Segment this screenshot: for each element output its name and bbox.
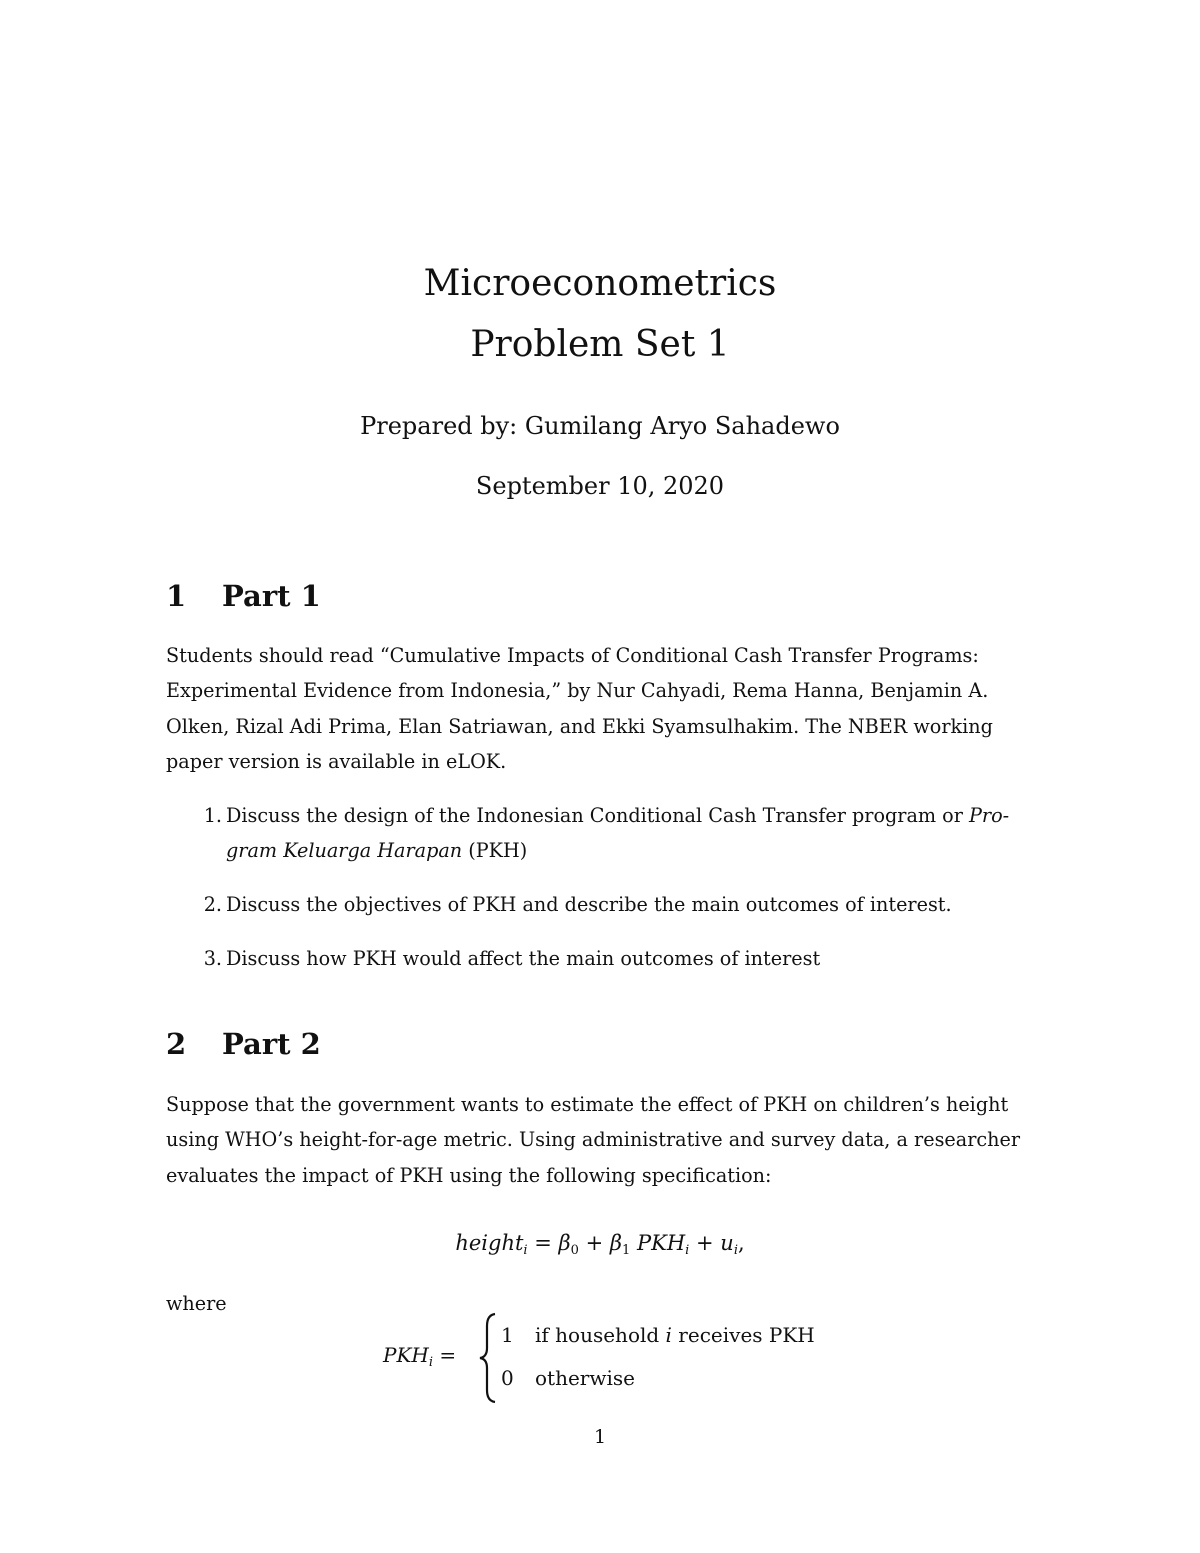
section-2-heading [166,1026,321,1062]
equation-variable: PKH [637,1231,686,1255]
equation-subscript: i [685,1243,690,1258]
definition-lhs [383,1343,456,1370]
equation-subscript: i [733,1243,738,1258]
equation-beta: β [609,1231,623,1255]
list-item-text: Discuss how PKH would affect the main outcomes of interest [226,947,821,970]
equation-error-term: u [720,1231,734,1255]
section-number: 1 [166,579,187,613]
paragraph-line: evaluates the impact of PKH using the following specification: [166,1163,772,1187]
equation-comma: , [737,1231,745,1255]
equation-subscript: 0 [570,1243,579,1258]
case-value: 1 [501,1323,514,1347]
paragraph-line: Olken, Rizal Adi Prima, Elan Satriawan, and Ekki Syamsulhakim. The NBER working [166,714,993,738]
section-2-paragraph [166,1087,1034,1193]
equation-subscript: i [523,1243,528,1258]
equation-subscript: 1 [622,1243,631,1258]
equation-lhs: height [455,1231,524,1255]
date-line: September 10, 2020 [475,472,725,500]
definition-equals: = [439,1343,457,1367]
equation-equals: = [527,1231,559,1255]
case-text: receives PKH [671,1323,815,1347]
definition-subscript: i [428,1355,434,1370]
where-label: where [166,1292,227,1315]
list-item-text [226,798,1034,869]
list-item-italic-part: gram Keluarga Harapan [226,839,463,863]
equation-plus: + [578,1231,610,1255]
list-item-number: 3. [203,947,222,970]
equation-plus: + [689,1231,721,1255]
section-number: 2 [166,1027,187,1061]
case-text: if household [535,1323,666,1347]
definition-case-1 [501,1323,815,1347]
pkh-definition [383,1312,843,1404]
list-item-text-part: (PKH) [462,839,528,863]
regression-equation [0,1228,1200,1266]
list-item-italic-part: Pro- [969,804,1010,827]
list-item-number: 1. [203,804,222,827]
paragraph-line: using WHO’s height-for-age metric. Using administrative and survey data, a researcher [166,1128,1021,1152]
equation-beta: β [558,1231,571,1255]
case-value: 0 [501,1366,514,1390]
definition-variable: PKH [383,1343,429,1367]
definition-case-2 [501,1366,635,1390]
paragraph-line: Students should read “Cumulative Impacts of Conditional Cash Transfer Programs: [166,644,979,667]
document-subtitle: Problem Set 1 [470,324,730,365]
list-item-number: 2. [203,893,222,916]
document-title: Microeconometrics [423,263,777,304]
paragraph-line: Experimental Evidence from Indonesia,” by Nur Cahyadi, Rema Hanna, Benjamin A. [166,679,989,703]
author-line: Prepared by: Gumilang Aryo Sahadewo [360,412,840,440]
paragraph-line: Suppose that the government wants to estimate the effect of PKH on children’s height [166,1093,1009,1116]
section-title: Part 2 [222,1027,321,1061]
section-title: Part 1 [222,579,321,613]
case-text: otherwise [535,1366,635,1390]
case-variable: i [665,1323,672,1347]
section-1-heading [166,578,321,614]
section-1-paragraph [166,638,1034,779]
list-item-text: Discuss the objectives of PKH and describe the main outcomes of interest. [226,893,952,916]
page-number: 1 [593,1426,607,1448]
list-item-text-part: Discuss the design of the Indonesian Conditional Cash Transfer program or [226,804,970,827]
left-brace-icon [478,1312,500,1404]
paragraph-line: paper version is available in eLOK. [166,749,507,773]
